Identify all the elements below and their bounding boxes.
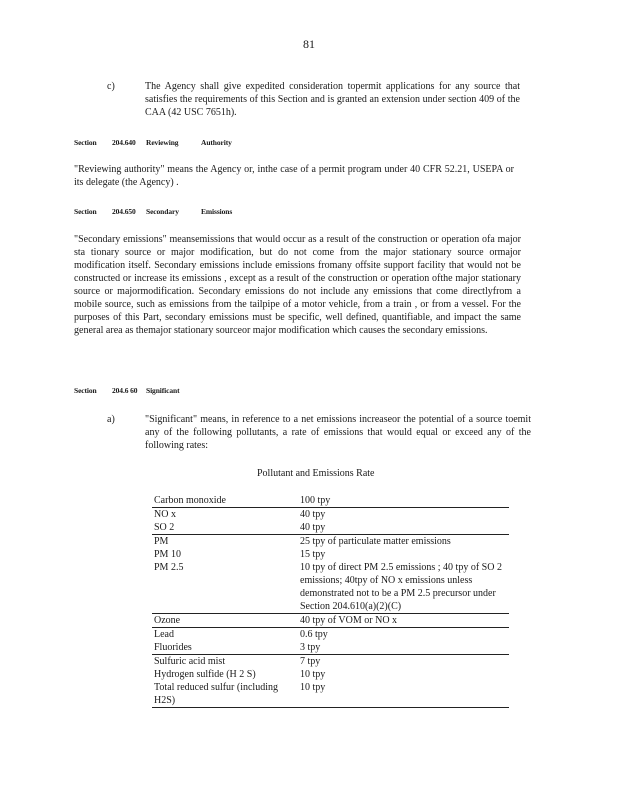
table-row [152, 614, 509, 628]
section-650-heading [74, 207, 232, 216]
rate-cell [298, 628, 509, 655]
section-640-heading [74, 138, 232, 147]
section-640-text: "Reviewing authority" means the Agency or, inthe case of a permit program under 40 CFR 52.21, USEPA or its delegate (the Agency) . [74, 164, 514, 188]
section-title-word-1: Secondary [146, 207, 179, 216]
rates-table [152, 494, 509, 708]
item-c-label: c) [107, 81, 115, 92]
emission-rate: 25 tpy of particulate matter emissions [300, 536, 451, 547]
pollutant-cell [152, 494, 298, 508]
pollutant-name: Carbon monoxide [154, 495, 226, 506]
emission-rate: 10 tpy [300, 669, 326, 680]
section-660-heading [74, 386, 180, 395]
table-row [152, 628, 509, 655]
emission-rate: 3 tpy [300, 642, 321, 653]
pollutant-name: Lead [154, 629, 174, 640]
emission-rate: 15 tpy [300, 549, 326, 560]
pollutant-name: Fluorides [154, 642, 192, 653]
section-title-word-1: Reviewing [146, 138, 179, 147]
emission-rate: 40 tpy [300, 522, 326, 533]
item-c-text: The Agency shall give expedited consideration topermit applications for any source that satisfies the requirements of this Section and is granted an extension under section 409 of the CAA (42 USC 7651h). [145, 81, 520, 118]
rate-cell [298, 655, 509, 708]
emission-rate: 40 tpy of VOM or NO x [300, 615, 398, 626]
section-label: Section [74, 207, 97, 216]
section-label: Section [74, 386, 97, 395]
pollutant-name: NO x [154, 509, 176, 520]
item-a-text: "Significant" means, in reference to a net emissions increaseor the potential of a source toemit any of the following pollutants, a rate of emissions that would equal or exceed any of the following rates: [145, 414, 531, 451]
pollutant-name: Sulfuric acid mist [154, 656, 226, 667]
pollutant-cell [152, 614, 298, 628]
rate-cell [298, 494, 509, 508]
section-650-text: "Secondary emissions" meansemissions that would occur as a result of the construction or operation ofa major sta tionary source or major modification, but do not come from the major stationary source ormajor modification itself. Secondary emissions include emissions fromany offsite support facility that would not be constructed or increase its emissions , except as a result of the construction or operation ofthe major stationary source or majormodification. Secondary emissions do not include any emissions that come directlyfrom a mobile source, such as emissions from the tailpipe of a motor vehicle, from a train , or from a vessel. For the purposes of this Part, secondary emissions must be specific, well defined, quantifiable, and impact the same general area as themajor stationary sourceor major modification which causes the secondary emissions. [74, 234, 521, 336]
pollutant-name: SO 2 [154, 522, 175, 533]
emission-rate: 10 tpy [300, 682, 326, 693]
item-a-label: a) [107, 414, 115, 425]
pollutant-name: PM 2.5 [154, 562, 184, 573]
pollutant-name: PM 10 [154, 549, 181, 560]
rate-cell [298, 535, 509, 614]
emission-rate: 40 tpy [300, 509, 326, 520]
pollutant-cell [152, 535, 298, 614]
section-number: 204.650 [112, 207, 136, 216]
pollutant-cell [152, 628, 298, 655]
pollutant-cell [152, 508, 298, 535]
section-title-word-2: Emissions [201, 207, 233, 216]
pollutant-name: Total reduced sulfur (including H2S) [154, 682, 278, 706]
section-number: 204.6 60 [112, 386, 138, 395]
emission-rate: 7 tpy [300, 656, 321, 667]
pollutant-name: PM [154, 536, 169, 547]
emission-rate: 10 tpy of direct PM 2.5 emissions ; 40 tpy of SO 2 emissions; 40tpy of NO x emissions unless demonstrated not to be a PM 2.5 precursor under Section 204.610(a)(2)(C) [300, 562, 502, 612]
pollutant-name: Ozone [154, 615, 181, 626]
table-row [152, 535, 509, 614]
emission-rate: 100 tpy [300, 495, 331, 506]
pollutant-cell [152, 655, 298, 708]
table-row [152, 508, 509, 535]
rate-cell [298, 614, 509, 628]
section-title-word-1: Significant [146, 386, 180, 395]
table-row [152, 655, 509, 708]
section-label: Section [74, 138, 97, 147]
rate-cell [298, 508, 509, 535]
emission-rate: 0.6 tpy [300, 629, 328, 640]
page-number: 81 [303, 37, 315, 51]
section-title-word-2: Authority [201, 138, 232, 147]
rates-table-title: Pollutant and Emissions Rate [257, 468, 375, 479]
table-row [152, 494, 509, 508]
section-number: 204.640 [112, 138, 136, 147]
pollutant-name: Hydrogen sulfide (H 2 S) [154, 669, 256, 680]
